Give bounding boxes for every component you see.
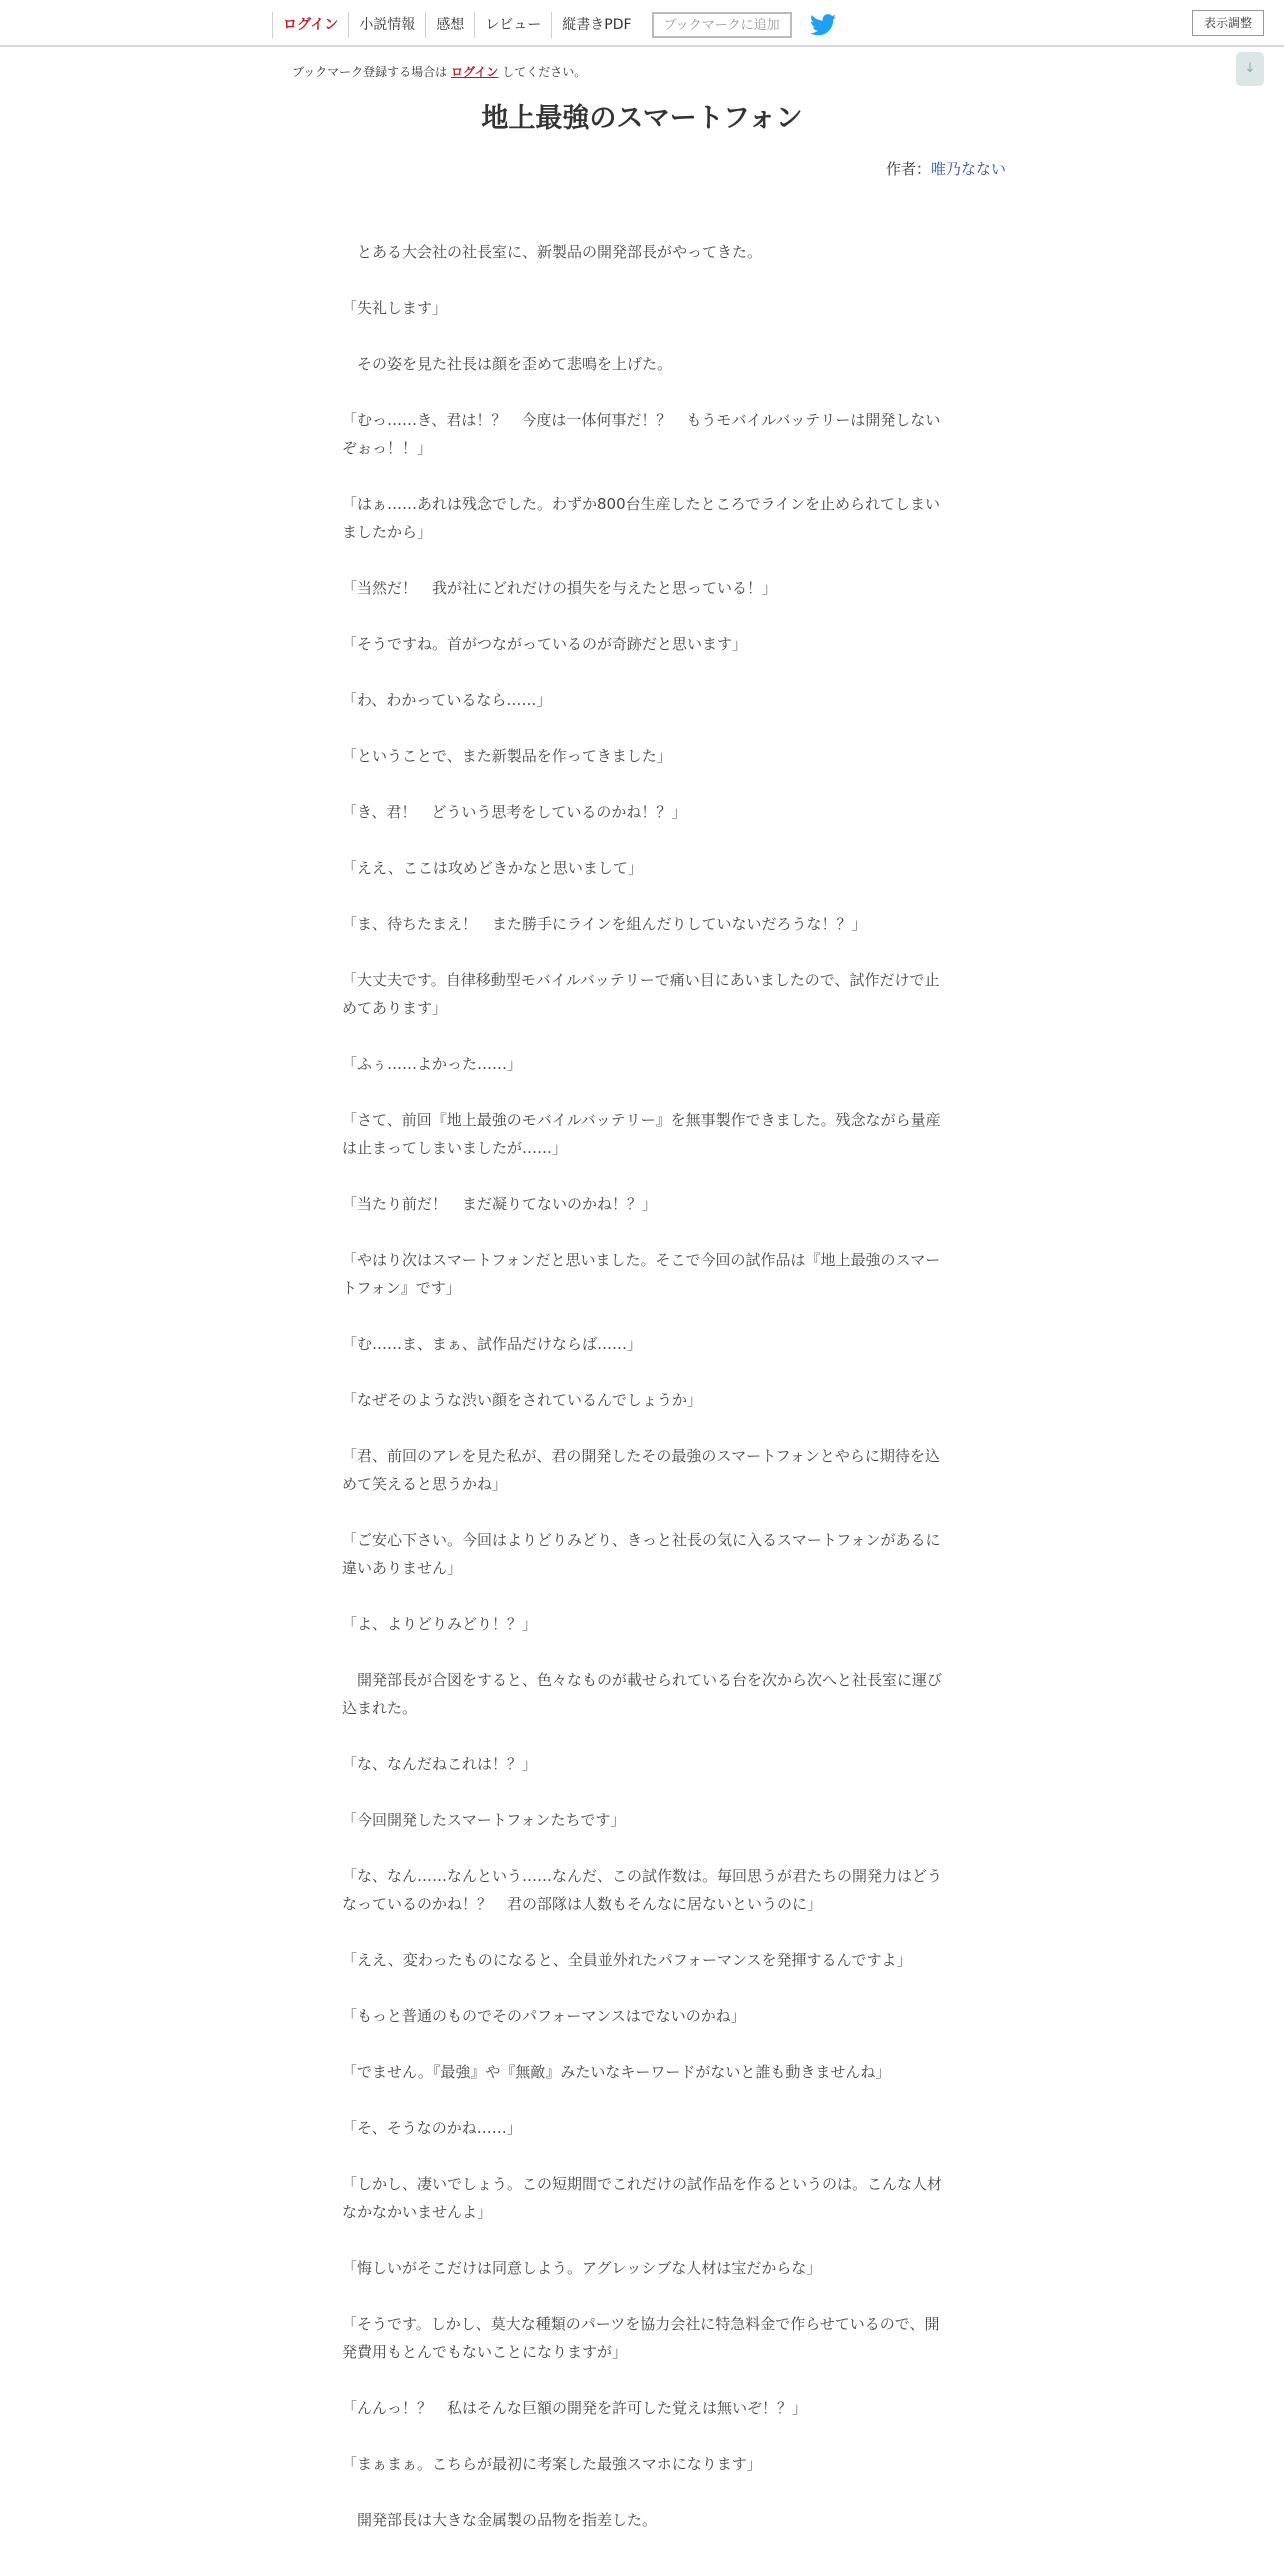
paragraph: 「な、なんだねこれは！？」 bbox=[342, 1755, 538, 1773]
paragraph: 「君、前回のアレを見た私が、君の開発したその最強のスマートフォンとやらに期待を込めて笑えると思うかね」 bbox=[342, 1447, 940, 1493]
paragraph: 「むっ……き、君は！？ 今度は一体何事だ！？ もうモバイルバッテリーは開発しないぞぉっ！！」 bbox=[342, 411, 941, 457]
paragraph: 「き、君！ どういう思考をしているのかね！？」 bbox=[342, 803, 687, 821]
paragraph: その姿を見た社長は顔を歪めて悲鳴を上げた。 bbox=[342, 355, 673, 373]
paragraph: 「よ、よりどりみどり！？」 bbox=[342, 1615, 538, 1633]
top-navigation-bar bbox=[0, 0, 1284, 47]
author-link[interactable]: 唯乃なない bbox=[931, 160, 1007, 178]
paragraph: 「ええ、変わったものになると、全員並外れたパフォーマンスを発揮するんですよ」 bbox=[342, 1951, 912, 1969]
paragraph: 「なぜそのような渋い顔をされているんでしょうか」 bbox=[342, 1391, 703, 1409]
paragraph: 「そうです。しかし、莫大な種類のパーツを協力会社に特急料金で作らせているので、開発費用もとんでもないことになりますが」 bbox=[342, 2315, 940, 2361]
login-note-prefix: ブックマーク登録する場合は bbox=[292, 65, 448, 79]
nav-review[interactable]: レビュー bbox=[474, 12, 551, 38]
paragraph: 「んんっ！？ 私はそんな巨額の開発を許可した覚えは無いぞ！？」 bbox=[342, 2399, 808, 2417]
novel-title: 地上最強のスマートフォン bbox=[481, 103, 803, 134]
nav-menu bbox=[272, 10, 836, 40]
display-settings-button[interactable]: 表示調整 bbox=[1192, 10, 1264, 36]
paragraph: 「大丈夫です。自律移動型モバイルバッテリーで痛い目にあいましたので、試作だけで止めてあります」 bbox=[342, 971, 940, 1017]
paragraph: 「わ、わかっているなら……」 bbox=[342, 691, 552, 709]
paragraph: 「ええ、ここは攻めどきかなと思いまして」 bbox=[342, 859, 643, 877]
paragraph: 「む……ま、まぁ、試作品だけならば……」 bbox=[342, 1335, 643, 1353]
paragraph: 「もっと普通のものでそのパフォーマンスはでないのかね」 bbox=[342, 2007, 746, 2025]
twitter-icon[interactable] bbox=[810, 14, 836, 36]
paragraph: 「ということで、また新製品を作ってきました」 bbox=[342, 747, 672, 765]
paragraph: 「ご安心下さい。今回はよりどりみどり、きっと社長の気に入るスマートフォンがあるに違いありません」 bbox=[342, 1531, 941, 1577]
paragraph: 「やはり次はスマートフォンだと思いました。そこで今回の試作品は『地上最強のスマートフォン』です」 bbox=[342, 1251, 941, 1297]
paragraph: とある大会社の社長室に、新製品の開発部長がやってきた。 bbox=[342, 243, 763, 261]
paragraph: 「当然だ！ 我が社にどれだけの損失を与えたと思っている！」 bbox=[342, 579, 778, 597]
paragraph: 「はぁ……あれは残念でした。わずか800台生産したところでラインを止められてしまいましたから」 bbox=[342, 495, 941, 541]
login-link[interactable]: ログイン bbox=[451, 65, 499, 79]
paragraph: 「でません。『最強』や『無敵』みたいなキーワードがないと誰も動きませんね」 bbox=[342, 2063, 891, 2081]
paragraph: 「しかし、凄いでしょう。この短期間でこれだけの試作品を作るというのは。こんな人材なかなかいませんよ」 bbox=[342, 2175, 943, 2221]
nav-impressions[interactable]: 感想 bbox=[425, 12, 474, 38]
scroll-down-arrow-icon[interactable]: ↓ bbox=[1236, 52, 1264, 86]
paragraph: 「さて、前回『地上最強のモバイルバッテリー』を無事製作できました。残念ながら量産は止まってしまいましたが……」 bbox=[342, 1111, 941, 1157]
login-note bbox=[292, 63, 586, 80]
paragraph: 「ふぅ……よかった……」 bbox=[342, 1055, 523, 1073]
nav-vertical-pdf[interactable]: 縦書きPDF bbox=[551, 12, 641, 38]
novel-body bbox=[342, 238, 942, 2562]
paragraph: 「悔しいがそこだけは同意しよう。アグレッシブな人材は宝だからな」 bbox=[342, 2259, 822, 2277]
paragraph: 「ま、待ちたまえ！ また勝手にラインを組んだりしていないだろうな！？」 bbox=[342, 915, 867, 933]
paragraph: 「な、なん……なんという……なんだ、この試作数は。毎回思うが君たちの開発力はどうなっているのかね！？ 君の部隊は人数もそんなに居ないというのに」 bbox=[342, 1867, 943, 1913]
paragraph: 開発部長が合図をすると、色々なものが載せられている台を次から次へと社長室に運び込まれた。 bbox=[342, 1671, 943, 1717]
paragraph: 「失礼します」 bbox=[342, 299, 448, 317]
nav-login[interactable]: ログイン bbox=[272, 12, 348, 38]
nav-novel-info[interactable]: 小説情報 bbox=[348, 12, 425, 38]
login-note-suffix: してください。 bbox=[502, 65, 587, 79]
paragraph: 「まぁまぁ。こちらが最初に考案した最強スマホになります」 bbox=[342, 2455, 762, 2473]
add-bookmark-button[interactable]: ブックマークに追加 bbox=[652, 12, 792, 38]
paragraph: 「そ、そうなのかね……」 bbox=[342, 2119, 522, 2137]
author-label: 作者： bbox=[886, 160, 932, 178]
paragraph: 「当たり前だ！ まだ凝りてないのかね！？」 bbox=[342, 1195, 658, 1213]
paragraph: 「今回開発したスマートフォンたちです」 bbox=[342, 1811, 626, 1829]
author-line bbox=[886, 158, 1006, 179]
paragraph: 「そうですね。首がつながっているのが奇跡だと思います」 bbox=[342, 635, 748, 653]
paragraph: 開発部長は大きな金属製の品物を指差した。 bbox=[342, 2511, 658, 2529]
